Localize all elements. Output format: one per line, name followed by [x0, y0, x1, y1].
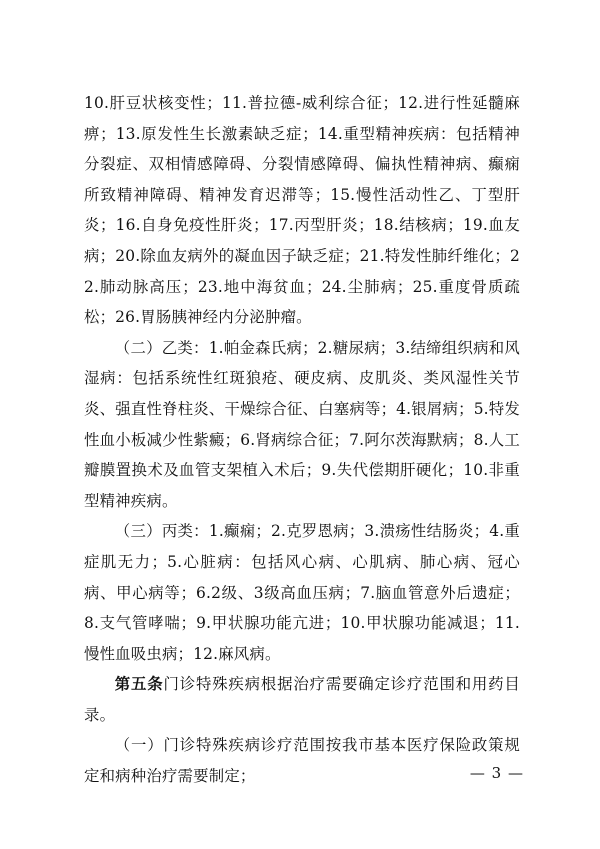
article-five-heading: 第五条	[114, 675, 164, 694]
paragraph-category-c: （三）丙类：1.癫痫；2.克罗恩病；3.溃疡性结肠炎；4.重症肌无力；5.心脏病：包括风心病、心肌病、肺心病、冠心病、甲心病等；6.2级、3级高血压病；7.脑血管意外后遗症；8.支气管哮喘；9.甲状腺功能亢进；10.甲状腺功能减退；11.慢性血吸虫病；12.麻风病。	[84, 522, 520, 663]
paragraph-category-b: （二）乙类：1.帕金森氏病；2.糖尿病；3.结缔组织病和风湿病：包括系统性红斑狼疮、硬皮病、皮肌炎、类风湿性关节炎、强直性脊柱炎、干燥综合征、白塞病等；4.银屑病；5.特发性血小板减少性紫癜；6.肾病综合征；7.阿尔茨海默病；8.人工瓣膜置换术及血管支架植入术后；9.失代偿期肝硬化；10.非重型精神疾病。	[84, 338, 520, 510]
article-five-text: 门诊特殊疾病根据治疗需要确定诊疗范围和用药目录。	[84, 675, 520, 724]
paragraph-diseases-list-continued: 10.肝豆状核变性；11.普拉德-威利综合征；12.进行性延髓麻痹；13.原发性生长激素缺乏症；14.重型精神疾病：包括精神分裂症、双相情感障碍、分裂情感障碍、偏执性精神病、癫痫所致精神障碍、精神发育迟滞等；15.慢性活动性乙、丁型肝炎；16.自身免疫性肝炎；17.丙型肝炎；18.结核病；19.血友病；20.除血友病外的凝血因子缺乏症；21.特发性肺纤维化；22.肺动脉高压；23.地中海贫血；24.尘肺病；25.重度骨质疏松；26.胃肠胰神经内分泌肿瘤。	[84, 94, 520, 327]
paragraph-article-five-item-one: （一）门诊特殊疾病诊疗范围按我市基本医疗保险政策规定和病种治疗需要制定；	[84, 736, 520, 786]
page-number: — 3 —	[469, 764, 524, 782]
document-body	[84, 88, 520, 792]
paragraph-article-five	[84, 669, 520, 730]
